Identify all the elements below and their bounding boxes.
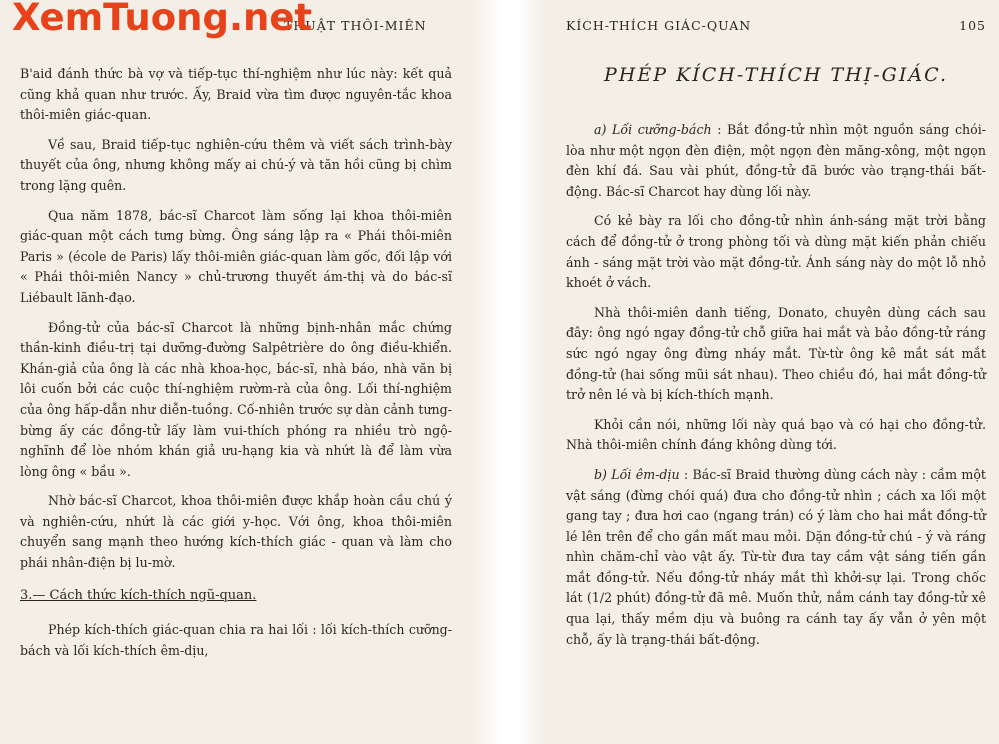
chapter-title: PHÉP KÍCH-THÍCH THỊ-GIÁC. [604,64,948,86]
paragraph: Về sau, Braid tiếp-tục nghiên-cứu thêm và viết sách trình-bày thuyết của ông, nhưng không mấy ai chú-ý và tăn hồi cũng bị chìm trong lặng quên. [20,136,452,193]
left-page-body [20,64,452,670]
running-head-left: THUẬT THÔI-MIÊN [284,18,427,33]
page-number: 105 [959,18,986,33]
paragraph: Khỏi cần nói, những lối này quá bạo và có hại cho đồng-tử. Nhà thôi-miên chính đáng không dùng tới. [566,416,986,453]
right-page-body [566,120,986,659]
paragraph-a-label: a) Lối cưỡng-bách [594,122,712,137]
running-head-right-title: KÍCH-THÍCH GIÁC-QUAN [566,18,752,33]
paragraph: Nhà thôi-miên danh tiếng, Donato, chuyên dùng cách sau đây: ông ngó ngay đồng-tử chỗ giữa hai mắt và bảo đồng-tử ráng sức ngó ngay ông đừng nháy mắt. Từ-từ ông kê mắt sát mắt đồng-tử (hai sống mũi sát nhau). Theo chiều đó, hai mắt đồng-tử trở nên lé và bị kích-thích mạnh. [566,304,986,403]
paragraph-b-label: b) Lối êm-dịu [594,466,680,482]
book-gutter [470,0,548,744]
paragraph-b [566,465,986,650]
site-watermark: XemTuong.net [12,0,313,39]
paragraph-a-text: : Bắt đồng-tử nhìn một nguồn sáng chói-lòa như một ngọn đèn điện, một ngọn đèn măng-xông, một ngọn đèn khí đá. Sau vài phút, đồng-tử đã bước vào trạng-thái bất-động. Bác-sĩ Charcot hay dùng lối này. [566,122,986,199]
paragraph: Có kẻ bày ra lối cho đồng-tử nhìn ánh-sáng mặt trời bằng cách để đồng-tử ở trong phòng tối và dùng mặt kiến phản chiếu ánh - sáng mặt trời vào mặt đồng-tử. Ánh sáng này do một lỗ nhỏ khoét ở vách. [566,213,986,291]
paragraph-b-text: : Bác-sĩ Braid thường dùng cách này : cầm một vật sáng (đừng chói quá) đưa cho đồng-tử nhìn ; cách xa lối một gang tay ; đưa hơi cao (ngang trán) có ý làm cho hai mắt đồng-tử lé lên trên để cho gần mất mau mỏi. Dặn đồng-tử chú - ý và ráng nhìn chăm-chỉ vào vật ấy. Từ-từ đưa tay cầm vật sáng tiến gần mắt đồng-tử. Nếu đồng-tử nháy mắt thì khởi-sự lại. Trong chốc lát (1/2 phút) đồng-tử đã mê. Muốn thử, nắm cánh tay đồng-tử xê qua lại, thấy mềm dịu và buông ra cánh tay ấy vẫn ở yên một chỗ, ấy là trạng-thái bất-động. [566,466,986,647]
running-head-right [566,18,986,33]
right-page [548,0,999,744]
paragraph-a [566,120,986,202]
left-page [0,0,470,744]
paragraph: Qua năm 1878, bác-sĩ Charcot làm sống lại khoa thôi-miên giác-quan một cách tưng bừng. Ông sáng lập ra « Phái thôi-miên Paris » (école de Paris) lấy thôi-miên giác-quan làm gốc, đối lập với « Phái thôi-miên Nancy » chủ-trương thuyết ám-thị và do bác-sĩ Liébault lãnh-đạo. [20,207,452,305]
section-heading: 3.— Cách thức kích-thích ngũ-quan. [20,587,257,603]
paragraph: Đồng-tử của bác-sĩ Charcot là những bịnh-nhân mắc chứng thần-kinh điều-trị tại dưỡng-đường Salpêtrière do ông điều-khiển. Khán-giả của ông là các nhà khoa-học, bác-sĩ, nhà báo, nhà văn bị lôi cuốn bởi các cuộc thí-nghiệm rườm-rà của ông. Lối thí-nghiệm của ông hấp-dẫn như diễn-tuồng. Cố-nhiên trước sự dàn cảnh tưng-bừng ấy các đồng-tử lấy làm vui-thích phóng ra nhiều trò ngộ-nghĩnh để lòe nhóm khán giả ưu-hạng kia và nhứt là để làm vừa lòng ông « bầu ». [20,319,452,479]
paragraph: Phép kích-thích giác-quan chia ra hai lối : lối kích-thích cưỡng-bách và lối kích-thích êm-dịu, [20,622,452,658]
paragraph: B'aid đánh thức bà vợ và tiếp-tục thí-nghiệm như lúc này: kết quả cũng khả quan như trước. Ấy, Braid vừa tìm được nguyên-tắc khoa thôi-miên giác-quan. [20,66,452,123]
paragraph: Nhờ bác-sĩ Charcot, khoa thôi-miên được khắp hoàn cầu chú ý và nghiên-cứu, nhứt là các giới y-học. Với ông, khoa thôi-miên chuyển sang mạnh theo hướng kích-thích giác - quan và làm cho phái nhân-điện bị lu-mờ. [20,493,452,571]
